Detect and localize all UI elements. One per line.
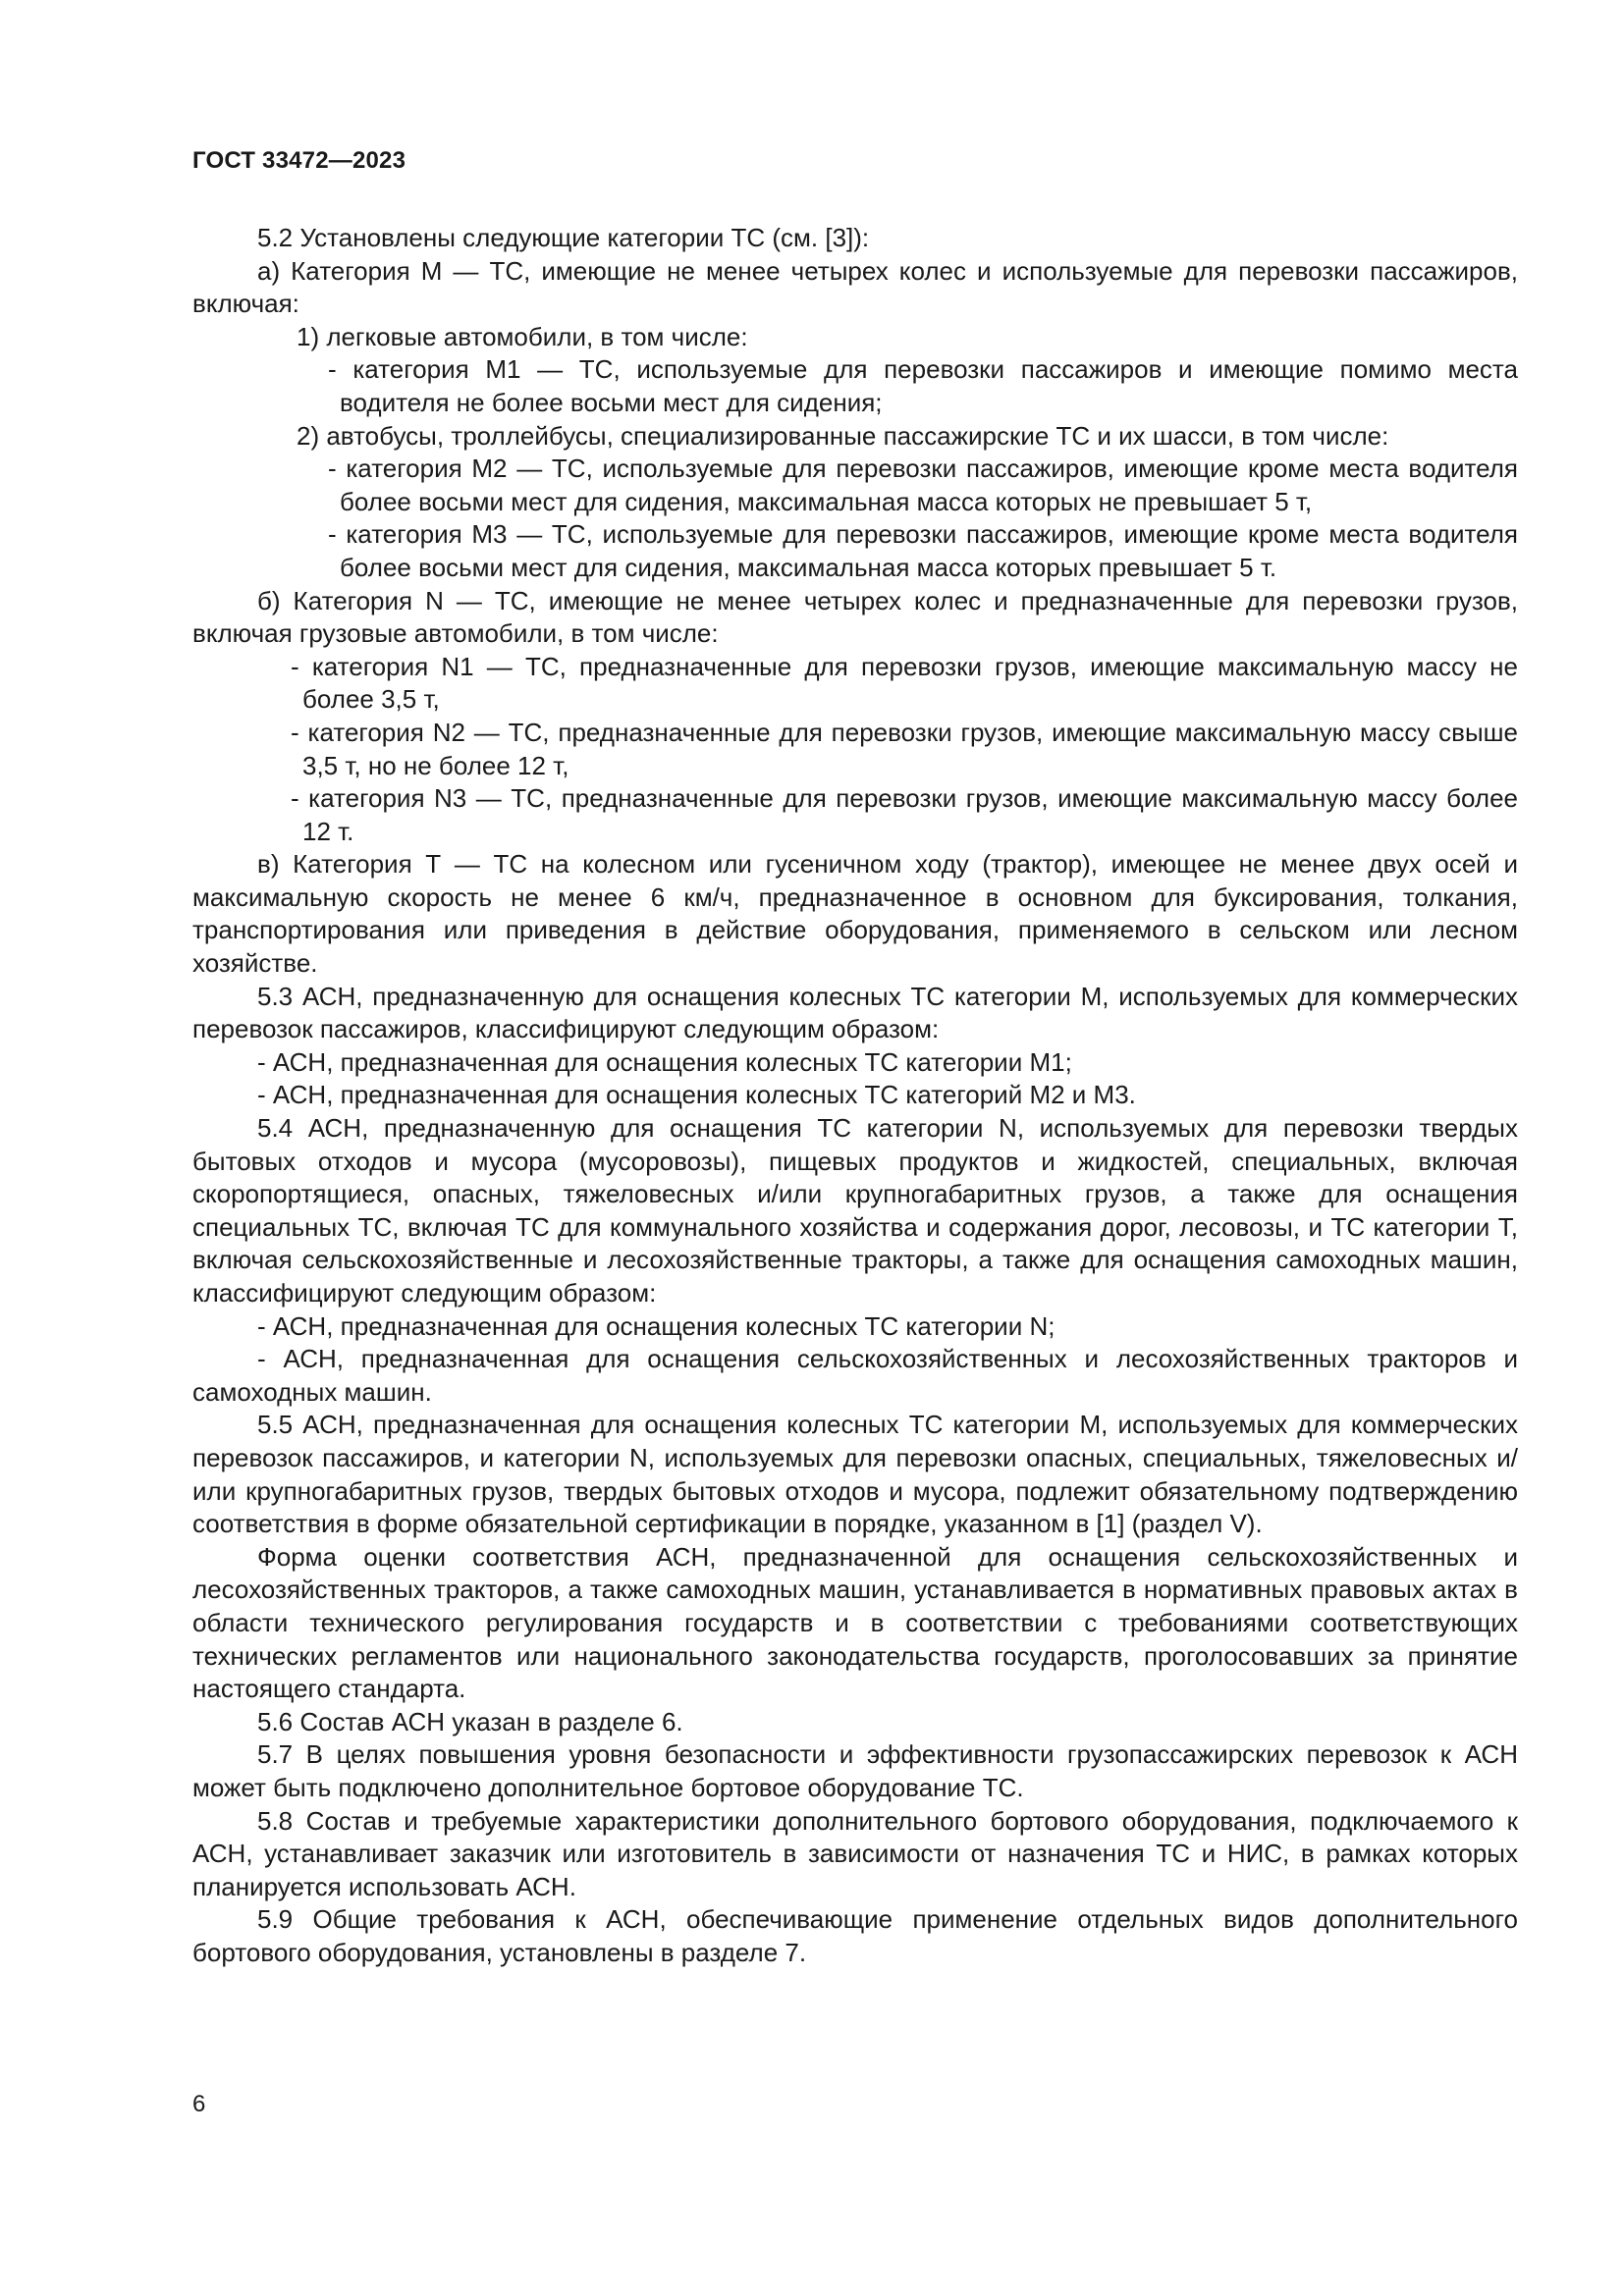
list-item-5-3-m2-m3: - АСН, предназначенная для оснащения колесных ТС категорий М2 и М3. xyxy=(257,1080,1136,1110)
paragraph-5-7: 5.7 В целях повышения уровня безопасности и эффективности грузопассажирских перевозок к АСН может быть подключено дополнительное бортовое оборудование ТС. xyxy=(192,1739,1518,1802)
paragraph-category-t: в) Категория Т — ТС на колесном или гусеничном ходу (трактор), имеющее не менее двух осей и максимальную скорость не менее 6 км/ч, предназначенное в основном для буксирования, толкания, транспортирования или приведения в действие оборудования, применяемого в сельском или лесном хозяйстве. xyxy=(192,849,1518,979)
document-body xyxy=(192,222,1518,1969)
list-item-buses: 2) автобусы, троллейбусы, специализированные пассажирские ТС и их шасси, в том числе: xyxy=(297,420,1389,451)
list-item-5-4-n: - АСН, предназначенная для оснащения колесных ТС категории N; xyxy=(257,1310,1056,1341)
paragraph-5-6: 5.6 Состав АСН указан в разделе 6. xyxy=(257,1706,683,1736)
paragraph-conformity-form: Форма оценки соответствия АСН, предназначенной для оснащения сельскохозяйственных и лесохозяйственных тракторов, а также самоходных машин, устанавливается в нормативных правовых актах в области технического регулирования государств и в соответствии с требованиями соответствующих технических регламентов или национального законодательства государств, проголосовавших за принятие настоящего стандарта. xyxy=(192,1541,1518,1704)
list-item-5-4-tractors: - АСН, предназначенная для оснащения сельскохозяйственных и лесохозяйственных тракторов и самоходных машин. xyxy=(192,1344,1518,1407)
page-number: 6 xyxy=(192,2091,206,2117)
paragraph-category-n: б) Категория N — ТС, имеющие не менее четырех колес и предназначенные для перевозки грузов, включая грузовые автомобили, в том числе: xyxy=(192,585,1518,649)
list-item-n1: - категория N1 — ТС, предназначенные для перевозки грузов, имеющие максимальную массу не более 3,5 т, xyxy=(291,651,1518,715)
paragraph-5-9: 5.9 Общие требования к АСН, обеспечивающие применение отдельных видов дополнительного бортового оборудования, установлены в разделе 7. xyxy=(192,1904,1518,1967)
paragraph-5-5: 5.5 АСН, предназначенная для оснащения колесных ТС категории М, используемых для коммерческих перевозок пассажиров, и категории N, используемых для перевозки опасных, специальных, тяжеловесных и/или крупногабаритных грузов, твердых бытовых отходов и мусора, подлежит обязательному подтверждению соответствия в форме обязательной сертификации в порядке, указанном в [1] (раздел V). xyxy=(192,1410,1518,1539)
list-item-n3: - категория N3 — ТС, предназначенные для перевозки грузов, имеющие максимальную массу более 12 т. xyxy=(291,783,1518,846)
paragraph-5-3: 5.3 АСН, предназначенную для оснащения колесных ТС категории М, используемых для коммерческих перевозок пассажиров, классифицируют следующим образом: xyxy=(192,981,1518,1044)
paragraph-5-2: 5.2 Установлены следующие категории ТС (см. [3]): xyxy=(257,223,870,252)
paragraph-category-m: а) Категория М — ТС, имеющие не менее четырех колес и используемые для перевозки пассажиров, включая: xyxy=(192,255,1518,319)
list-item-m1: - категория М1 — ТС, используемые для перевозки пассажиров и имеющие помимо места водителя не более восьми мест для сидения; xyxy=(328,354,1518,417)
list-item-passenger-cars: 1) легковые автомобили, в том числе: xyxy=(297,321,748,351)
paragraph-5-8: 5.8 Состав и требуемые характеристики дополнительного бортового оборудования, подключаемого к АСН, устанавливает заказчик или изготовитель в зависимости от назначения ТС и НИС, в рамках которых планируется использовать АСН. xyxy=(192,1805,1518,1901)
list-item-m2: - категория М2 — ТС, используемые для перевозки пассажиров, имеющие кроме места водителя более восьми мест для сидения, максимальная масса которых не превышает 5 т, xyxy=(328,454,1518,516)
list-item-5-3-m1: - АСН, предназначенная для оснащения колесных ТС категории М1; xyxy=(257,1046,1072,1077)
document-header: ГОСТ 33472—2023 xyxy=(192,147,406,174)
list-item-n2: - категория N2 — ТС, предназначенные для перевозки грузов, имеющие максимальную массу свыше 3,5 т, но не более 12 т, xyxy=(291,717,1518,780)
list-item-m3: - категория М3 — ТС, используемые для перевозки пассажиров, имеющие кроме места водителя более восьми мест для сидения, максимальная масса которых превышает 5 т. xyxy=(328,519,1518,582)
paragraph-5-4: 5.4 АСН, предназначенную для оснащения ТС категории N, используемых для перевозки твердых бытовых отходов и мусора (мусоровозы), пищевых продуктов и жидкостей, специальных, включая скоропортящиеся, опасных, тяжеловесных и/или крупногабаритных грузов, а также для оснащения специальных ТС, включая ТС для коммунального хозяйства и содержания дорог, лесовозы, и ТС категории Т, включая сельскохозяйственные и лесохозяйственные тракторы, а также для оснащения самоходных машин, классифицируют следующим образом: xyxy=(192,1113,1518,1308)
